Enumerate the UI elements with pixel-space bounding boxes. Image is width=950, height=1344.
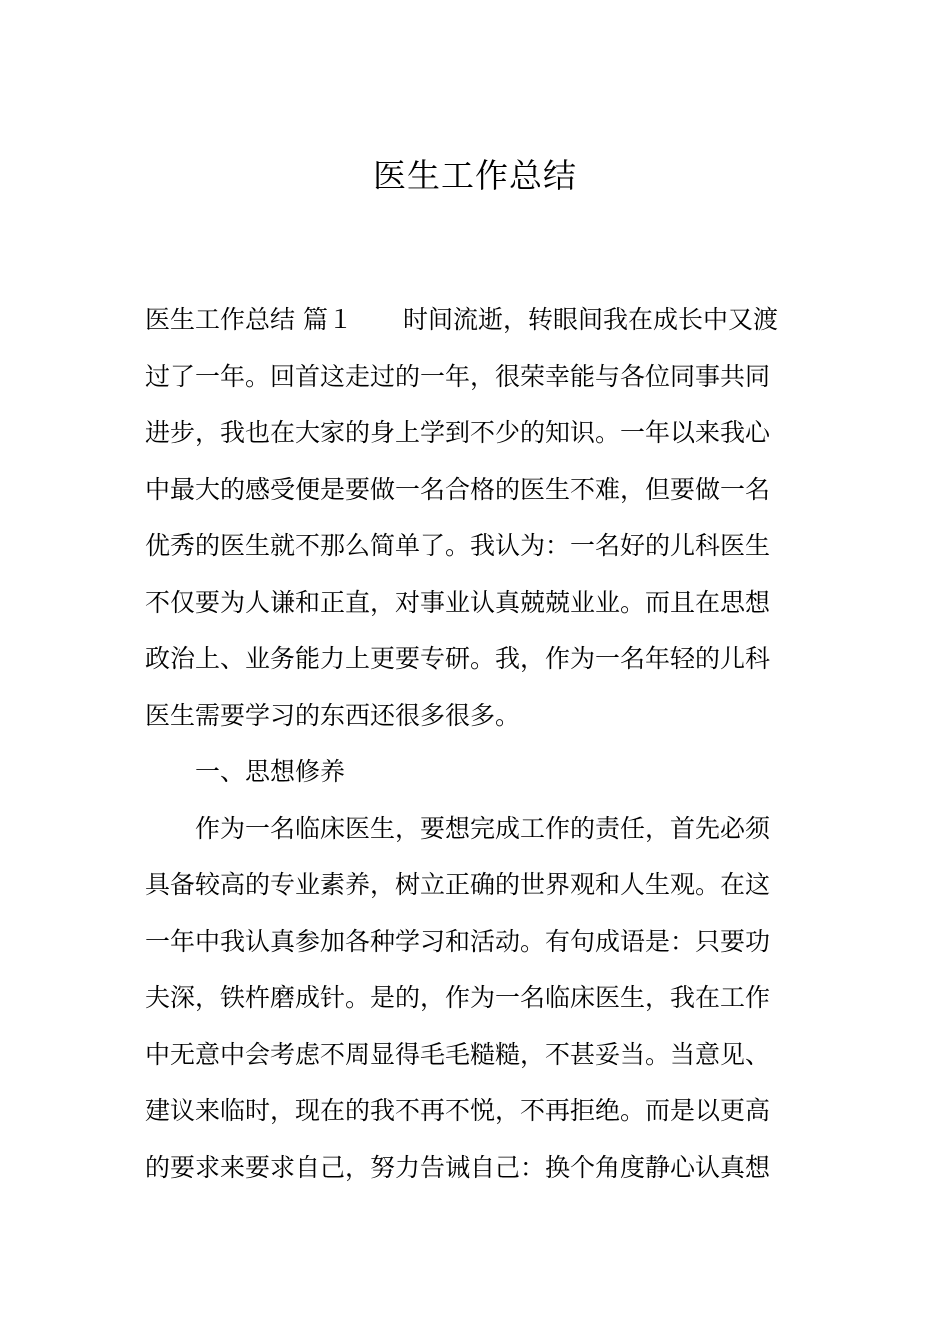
section-heading: 医生工作总结 篇１: [145, 305, 353, 334]
intro-text: 时间流逝，转眼间我在成长中又渡过了一年。回首这走过的一年，很荣幸能与各位同事共同进步，我也在大家的身上学到不少的知识。一年以来我心中最大的感受便是要做一名合格的医生不难，但要做一名优秀的医生就不那么简单了。我认为：一名好的儿科医生不仅要为人谦和正直，对事业认真兢兢业业。而且在思想政治上、业务能力上更要专研。我，作为一名年轻的儿科医生需要学习的东西还很多很多。: [145, 305, 778, 730]
paragraph-thought-cultivation: 作为一名临床医生，要想完成工作的责任，首先必须具备较高的专业素养，树立正确的世界观和人生观。在这一年中我认真参加各种学习和活动。有句成语是：只要功夫深，铁杵磨成针。是的，作为一名临床医生，我在工作中无意中会考虑不周显得毛毛糙糙，不甚妥当。当意见、建议来临时，现在的我不再不悦，不再拒绝。而是以更高的要求来要求自己，努力告诫自己：换个角度静心认真想: [145, 813, 771, 1182]
document-title: 医生工作总结: [373, 156, 577, 195]
intro-paragraph: [145, 292, 785, 744]
subheading-thought-cultivation: 一、思想修养: [195, 757, 346, 786]
document-body: [145, 292, 785, 1196]
